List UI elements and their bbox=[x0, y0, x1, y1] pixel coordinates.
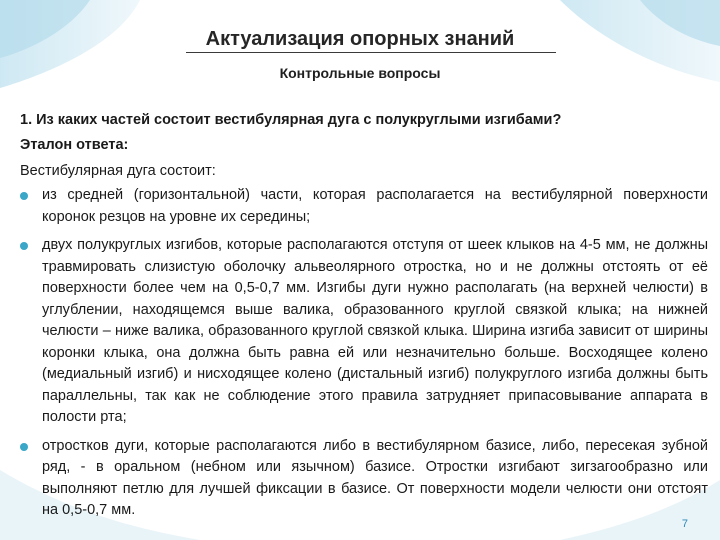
title-underline bbox=[186, 52, 556, 53]
slide-subtitle: Контрольные вопросы bbox=[279, 65, 441, 81]
bullet-list bbox=[20, 185, 708, 529]
bullet-dot-icon bbox=[20, 192, 28, 200]
slide-title: Актуализация опорных знаний bbox=[205, 28, 515, 50]
bullet-dot-icon bbox=[20, 443, 28, 451]
question-text: 1. Из каких частей состоит вестибулярная дуга с полукруглыми изгибами? bbox=[20, 112, 562, 128]
bullet-item bbox=[20, 185, 708, 228]
bullet-item bbox=[20, 436, 708, 522]
bullet-text: отростков дуги, которые располагаются либо в вестибулярном базисе, либо, пересекая зубной ряд, - в оральном (небном или язычном) базисе. Отростки изгибают зигзагообразно или выполняют петлю для лучшей фиксации в базисе. От поверхности модели челюсти они отстоят на 0,5-0,7 мм. bbox=[42, 437, 708, 518]
intro-text: Вестибулярная дуга состоит: bbox=[20, 163, 216, 179]
bullet-text: двух полукруглых изгибов, которые располагаются отступя от шеек клыков на 4-5 мм, не должны травмировать слизистую оболочку альвеолярного отростка, но и не должны отстоять от её поверхности более чем на 0,5-0,7 мм. Изгибы дуги нужно располагать (на верхней челюсти) в углублении, находящемся выше валика, образованного круглой связкой клыка; на нижней челюсти – ниже валика, образованного круглой связкой клыка. Ширина изгиба зависит от ширины коронки клыка, она должна быть равна ей или незначительно больше. Восходящее колено (медиальный изгиб) и нисходящее колено (дистальный изгиб) полукруглого изгиба должны быть параллельны, так как не соблюдение этого правила затрудняет припасовывание аппарата в полости рта; bbox=[42, 237, 708, 425]
bullet-text: из средней (горизонтальной) части, которая располагается на вестибулярной поверхности коронок резцов на уровне их середины; bbox=[42, 187, 708, 225]
answer-label: Эталон ответа: bbox=[20, 137, 129, 153]
bullet-dot-icon bbox=[20, 242, 28, 250]
bullet-item bbox=[20, 235, 708, 429]
page-number: 7 bbox=[681, 518, 688, 530]
